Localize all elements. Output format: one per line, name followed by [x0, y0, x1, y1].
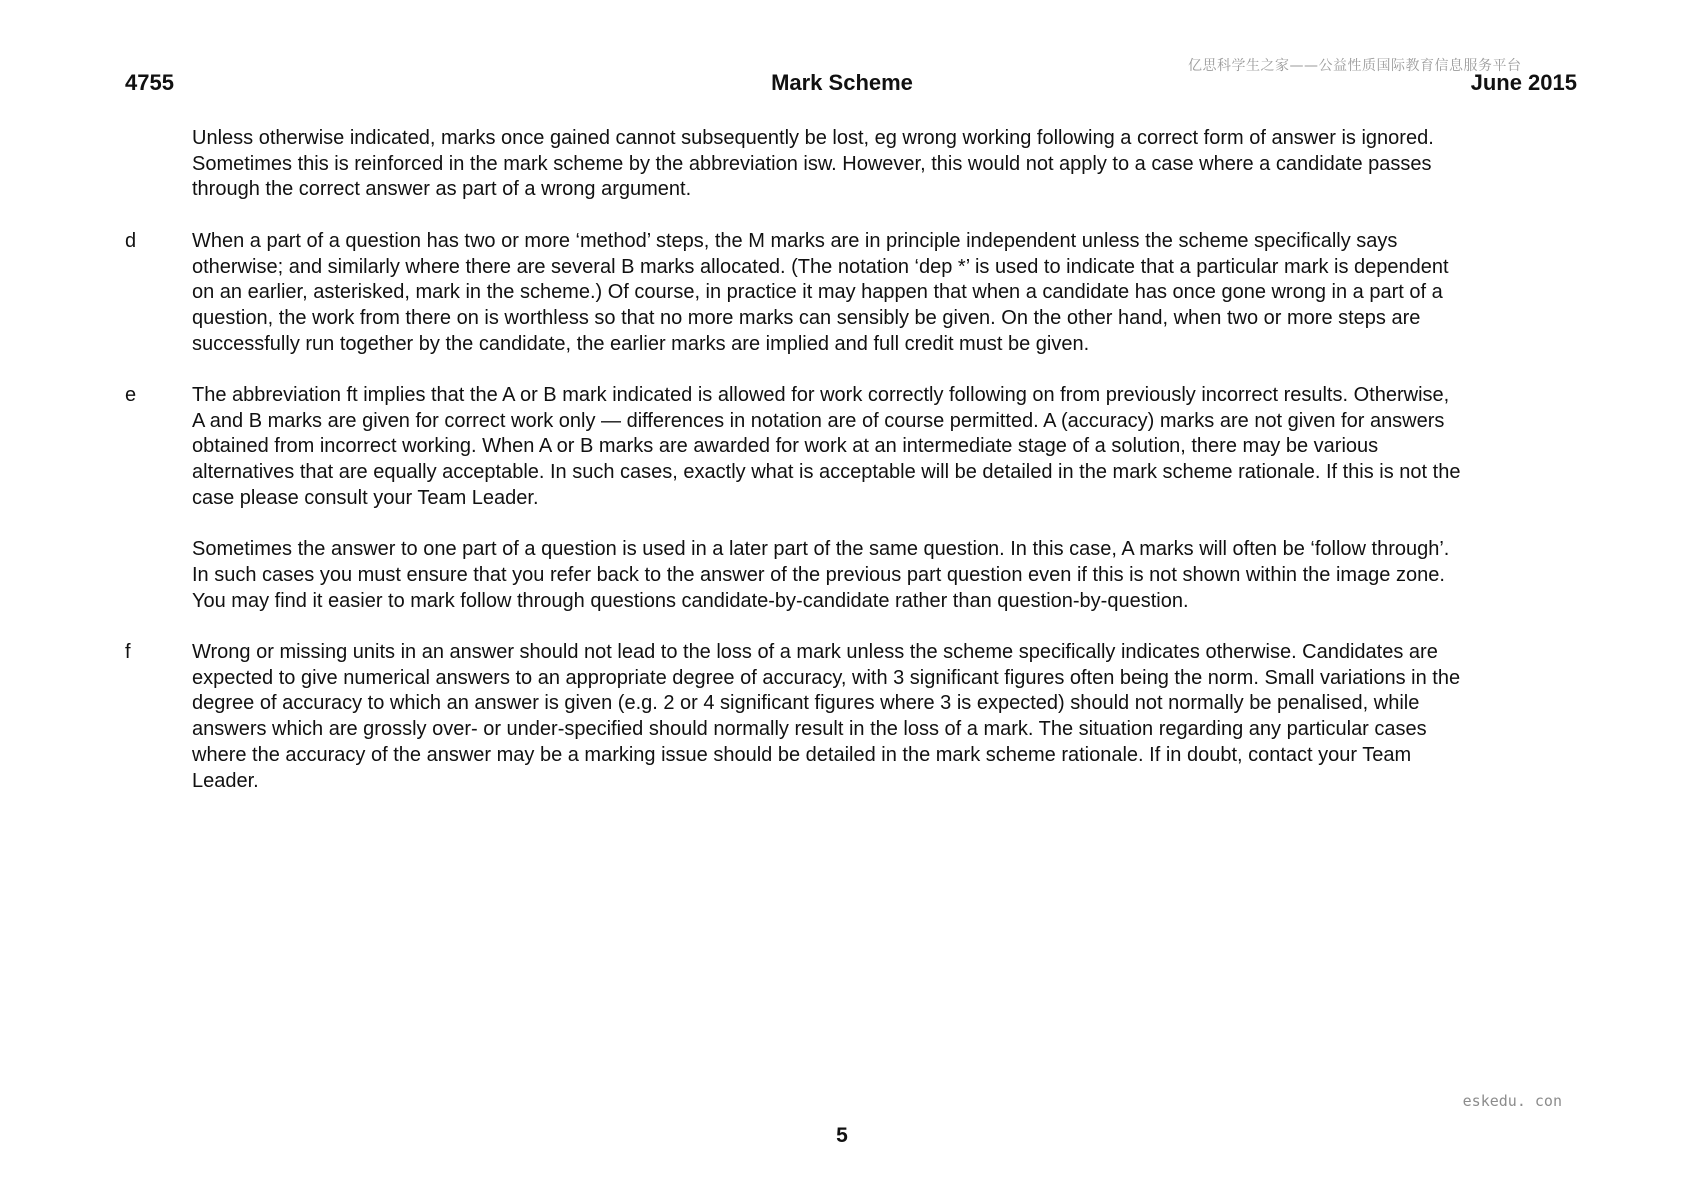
document-body	[125, 126, 1555, 820]
section-text	[192, 383, 1462, 614]
watermark-bottom-text: eskedu. con	[1462, 1092, 1562, 1110]
section-e	[125, 383, 1555, 614]
page-title: Mark Scheme	[771, 70, 913, 95]
paragraph: Sometimes the answer to one part of a question is used in a later part of the same question. In this case, A marks will often be ‘follow through’. In such cases you must ensure that you refer back to the answer of the previous part question even if this is not shown within the image zone. You may find it easier to mark follow through questions candidate-by-candidate rather than question-by-question.	[192, 538, 1450, 612]
section-marker: f	[125, 641, 131, 663]
section-text	[192, 229, 1462, 358]
exam-date: June 2015	[1470, 70, 1577, 95]
section-marker: d	[125, 229, 137, 252]
paragraph: Wrong or missing units in an answer should not lead to the loss of a mark unless the scheme specifically indicates otherwise. Candidates are expected to give numerical answers to an appropriate degree of accuracy, with 3 significant figures often being the norm. Small variations in the degree of accuracy to which an answer is given (e.g. 2 or 4 significant figures where 3 is expected) should not normally be penalised, while answers which are grossly over- or under-specified should normally result in the loss of a mark. The situation regarding any particular cases where the accuracy of the answer may be a marking issue should be detailed in the mark scheme rationale. If in doubt, contact your Team Leader.	[192, 641, 1461, 792]
section-continued	[125, 126, 1555, 203]
section-text	[192, 126, 1462, 203]
page-number: 5	[836, 1124, 848, 1147]
section-d	[125, 229, 1555, 358]
section-marker: e	[125, 384, 137, 406]
paragraph: Unless otherwise indicated, marks once gained cannot subsequently be lost, eg wrong working following a correct form of answer is ignored. Sometimes this is reinforced in the mark scheme by the abbreviation isw. However, this would not apply to a case where a candidate passes through the correct answer as part of a wrong argument.	[192, 127, 1434, 201]
section-marker	[125, 126, 192, 203]
paper-code: 4755	[125, 70, 174, 95]
section-f	[125, 640, 1555, 794]
paragraph: When a part of a question has two or more ‘method’ steps, the M marks are in principle independent unless the scheme specifically says otherwise; and similarly where there are several B marks allocated. (The notation ‘dep *’ is used to indicate that a particular mark is dependent on an earlier, asterisked, mark in the scheme.) Of course, in practice it may happen that when a candidate has once gone wrong in a part of a question, the work from there on is worthless so that no more marks can sensibly be given. On the other hand, when two or more steps are successfully run together by the candidate, the earlier marks are implied and full credit must be given.	[192, 229, 1449, 355]
section-text	[192, 640, 1462, 794]
watermark-top-text: 亿思科学生之家——公益性质国际教育信息服务平台	[1188, 58, 1522, 74]
paragraph: The abbreviation ft implies that the A or B mark indicated is allowed for work correctly following on from previously incorrect results. Otherwise, A and B marks are given for correct work only — differences in notation are of course permitted. A (accuracy) marks are not given for answers obtained from incorrect working. When A or B marks are awarded for work at an intermediate stage of a solution, there may be various alternatives that are equally acceptable. In such cases, exactly what is acceptable will be detailed in the mark scheme rationale. If this is not the case please consult your Team Leader.	[192, 384, 1461, 509]
